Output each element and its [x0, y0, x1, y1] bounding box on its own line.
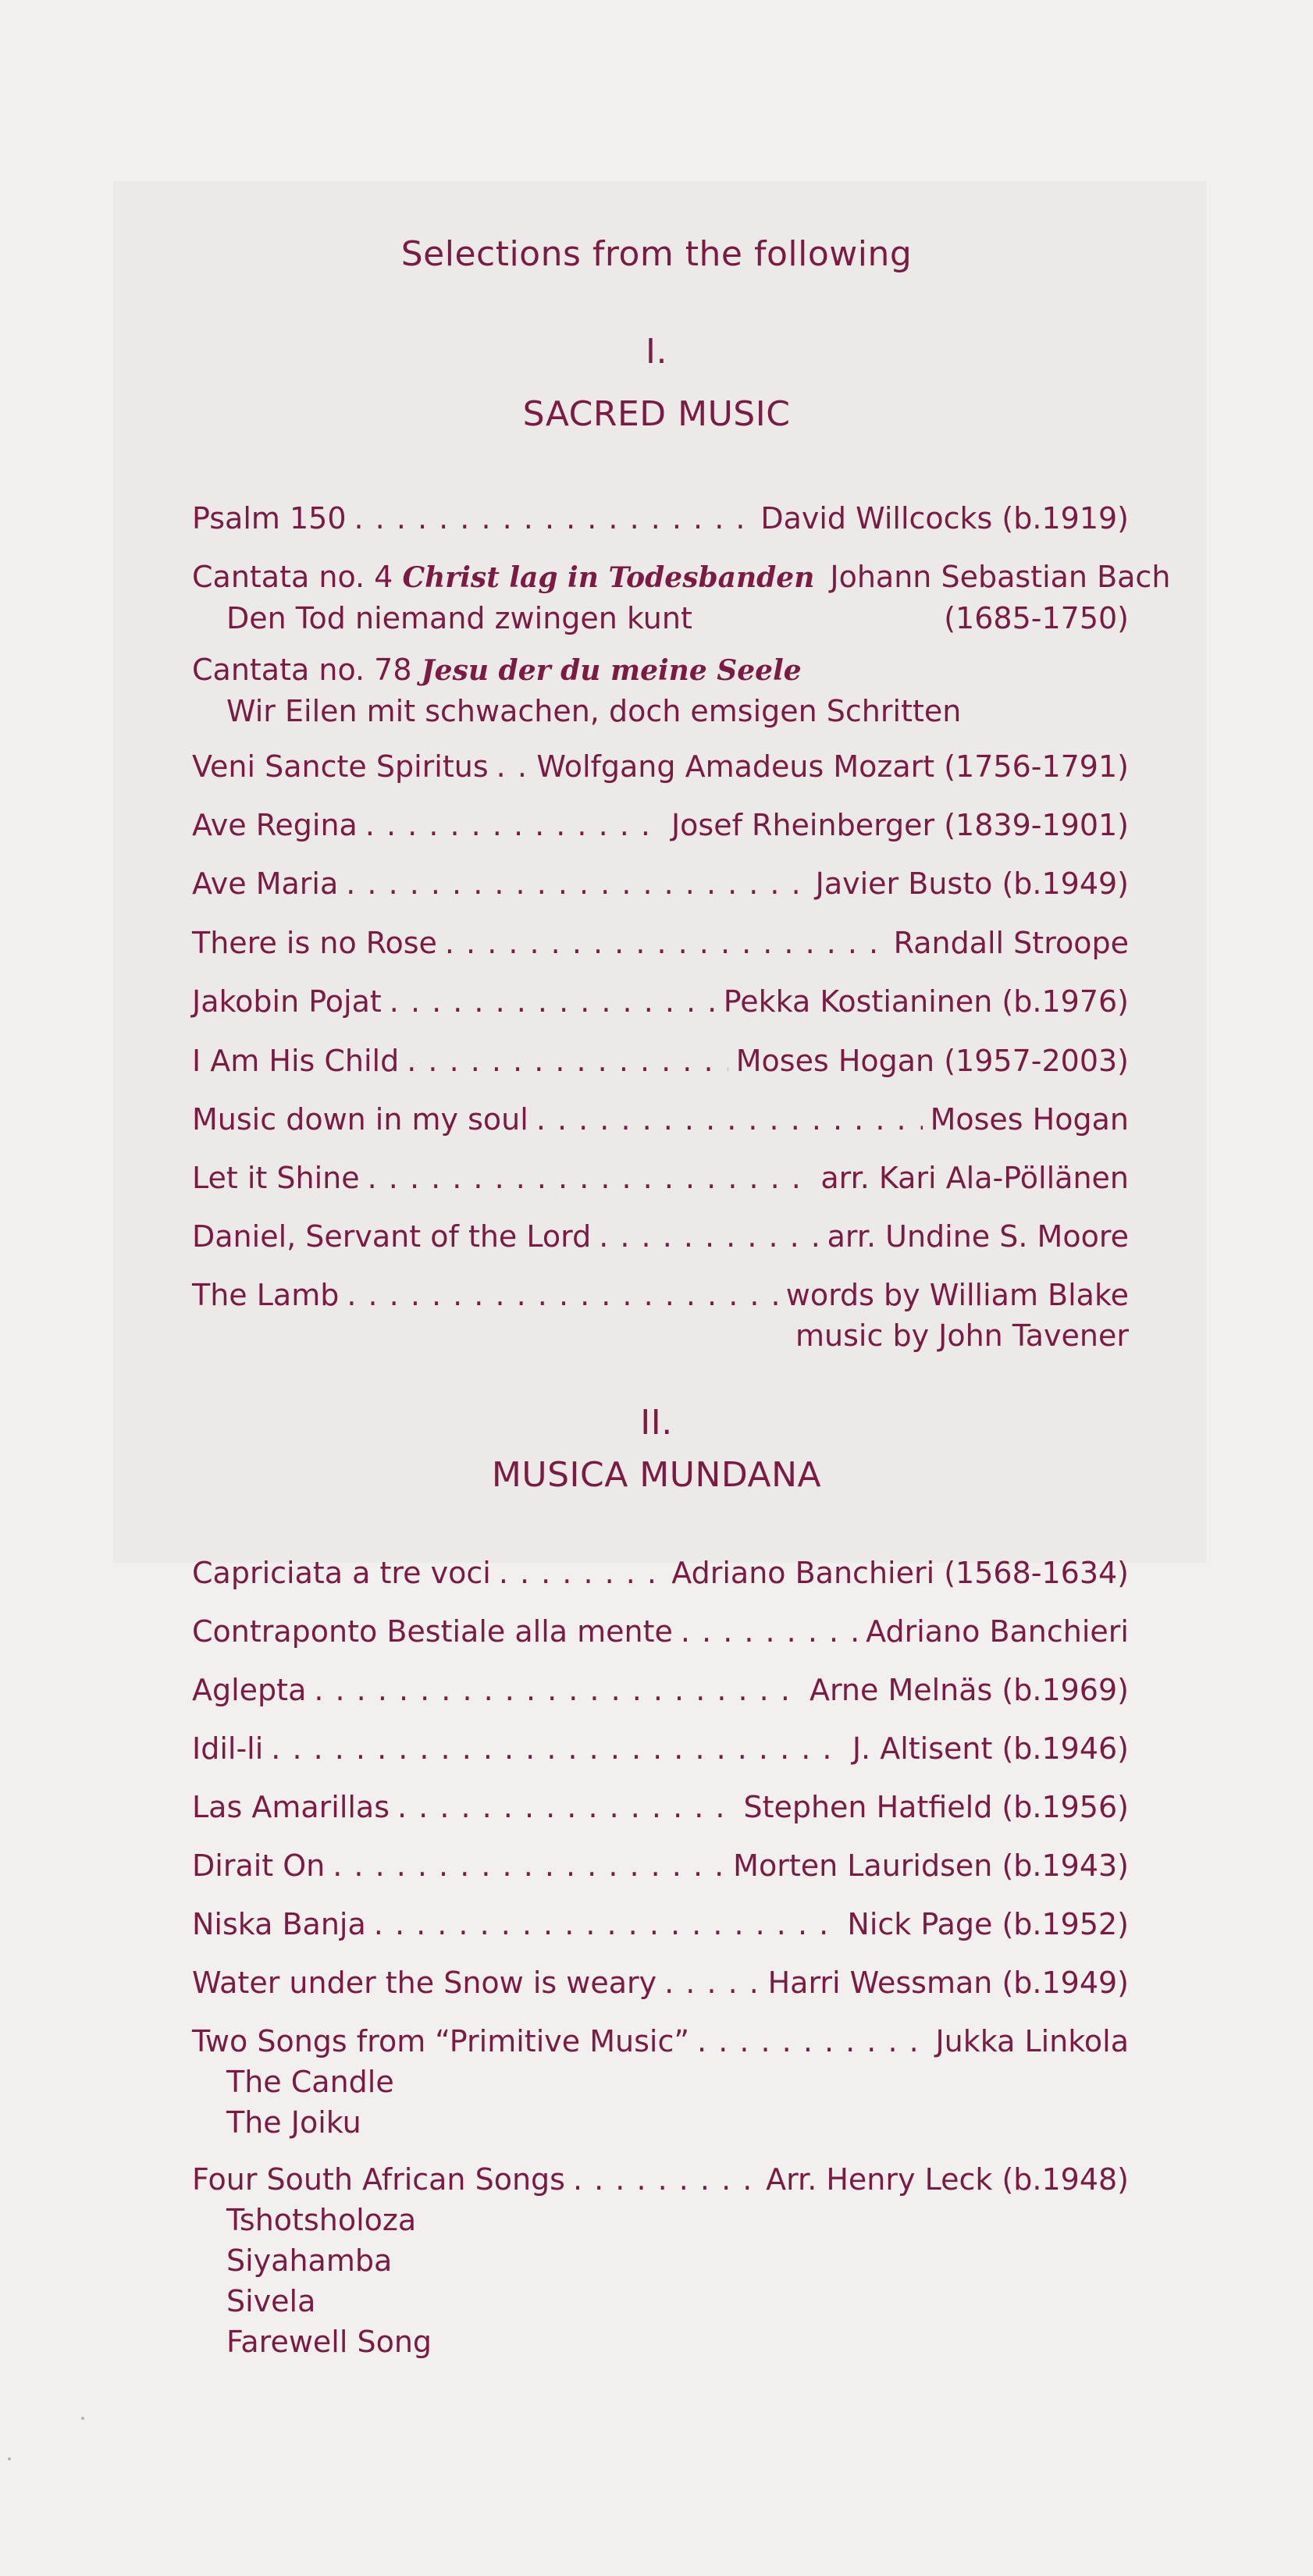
item-composer: Adriano Banchieri	[866, 1614, 1129, 1649]
program-item-cantata-78	[192, 649, 1129, 731]
item-composer: Pekka Kostianinen (b.1976)	[723, 984, 1129, 1019]
dot-leader	[681, 1611, 858, 1652]
section-1-title: SACRED MUSIC	[522, 394, 791, 434]
song-subitem: Sivela	[226, 2284, 316, 2318]
item-title: The Lamb	[192, 1278, 340, 1312]
item-title: Let it Shine	[192, 1161, 360, 1195]
program-item-dirait	[192, 1845, 1129, 1886]
item-composer: Nick Page (b.1952)	[847, 1907, 1129, 1941]
dot-leader	[407, 1041, 728, 1081]
composer-dates: (1685-1750)	[944, 601, 1129, 635]
item-composer: Jukka Linkola	[935, 2024, 1129, 2058]
item-composer-line-2: music by John Tavener	[795, 1318, 1129, 1353]
dot-leader	[599, 1216, 819, 1257]
item-composer: Arr. Henry Leck (b.1948)	[766, 2162, 1129, 2197]
dot-leader	[499, 1553, 664, 1593]
item-composer: words by William Blake	[785, 1278, 1129, 1312]
item-composer: Harri Wessman (b.1949)	[767, 1966, 1129, 2000]
item-movement: Wir Eilen mit schwachen, doch emsigen Schritten	[226, 694, 962, 728]
item-title: Water under the Snow is weary	[192, 1966, 657, 2000]
program-item-shine	[192, 1158, 1129, 1198]
program-item-niska	[192, 1904, 1129, 1944]
song-subitem: The Joiku	[226, 2105, 361, 2140]
item-composer: Arne Melnäs (b.1969)	[809, 1673, 1129, 1707]
item-title: Psalm 150	[192, 501, 347, 535]
program-item-idil	[192, 1728, 1129, 1769]
song-subitem: The Candle	[226, 2065, 394, 2099]
section-2-numeral: II.	[640, 1403, 673, 1443]
item-title: There is no Rose	[192, 926, 437, 960]
item-title: Ave Regina	[192, 808, 358, 842]
item-title: Capriciata a tre voci	[192, 1556, 491, 1590]
dot-leader	[445, 923, 886, 963]
program-item-primitive	[192, 2021, 1129, 2143]
item-composer: Moses Hogan (1957-2003)	[735, 1044, 1129, 1078]
item-composer: David Willcocks (b.1919)	[760, 501, 1129, 535]
program-item-lamb	[192, 1275, 1129, 1356]
item-composer: Josef Rheinberger (1839-1901)	[671, 808, 1129, 842]
dot-leader	[536, 1099, 923, 1140]
item-title: Contraponto Bestiale alla mente	[192, 1614, 673, 1649]
item-composer: arr. Kari Ala-Pöllänen	[820, 1161, 1129, 1195]
program-item-contrapunto	[192, 1611, 1129, 1652]
program-item-child	[192, 1041, 1129, 1081]
dot-leader	[573, 2159, 758, 2200]
item-title: Music down in my soul	[192, 1102, 528, 1137]
program-item-african	[192, 2159, 1129, 2362]
item-title: Dirait On	[192, 1848, 326, 1883]
song-subitem: Farewell Song	[226, 2325, 432, 2359]
item-composer: J. Altisent (b.1946)	[852, 1731, 1129, 1766]
dot-leader	[346, 863, 807, 904]
program-item-capriciata	[192, 1553, 1129, 1593]
item-title: Four South African Songs	[192, 2162, 565, 2197]
item-title: Ave Maria	[192, 866, 339, 901]
dot-leader	[496, 746, 529, 787]
song-subitem: Siyahamba	[226, 2243, 393, 2278]
dot-leader	[333, 1845, 725, 1886]
item-title-prefix: Cantata no. 78	[192, 653, 412, 687]
item-title	[192, 557, 814, 598]
program-item-water	[192, 1962, 1129, 2003]
item-title: Idil-li	[192, 1731, 264, 1766]
item-composer: Javier Busto (b.1949)	[815, 866, 1129, 901]
song-subitem: Tshotsholoza	[226, 2203, 417, 2237]
program-item-veni	[192, 746, 1129, 787]
program-item-jakobin	[192, 981, 1129, 1022]
dot-leader	[368, 1158, 813, 1198]
item-composer: Wolfgang Amadeus Mozart (1756-1791)	[536, 749, 1129, 784]
program-item-cantata-4	[192, 557, 1171, 639]
program-item-amarillas	[192, 1787, 1129, 1827]
dot-leader	[314, 1670, 802, 1710]
dot-leader	[397, 1787, 735, 1827]
section-1-numeral: I.	[646, 332, 667, 372]
item-composer: Stephen Hatfield (b.1956)	[743, 1790, 1129, 1824]
dot-leader	[374, 1904, 840, 1944]
program-item-aglepta	[192, 1670, 1129, 1710]
item-composer: Adriano Banchieri (1568-1634)	[671, 1556, 1129, 1590]
item-composer: Moses Hogan	[930, 1102, 1129, 1137]
item-composer: Johann Sebastian Bach	[830, 560, 1171, 594]
program-item-psalm	[192, 498, 1129, 539]
item-title: Two Songs from “Primitive Music”	[192, 2024, 690, 2058]
paper-speck	[81, 2417, 84, 2420]
program-item-daniel	[192, 1216, 1129, 1257]
program-item-maria	[192, 863, 1129, 904]
dot-leader	[365, 805, 664, 845]
item-title: Niska Banja	[192, 1907, 366, 1941]
item-movement: Den Tod niemand zwingen kunt	[226, 601, 692, 635]
item-title-italic: Christ lag in Todesbanden	[402, 561, 815, 594]
item-composer: Morten Lauridsen (b.1943)	[733, 1848, 1129, 1883]
program-item-rose	[192, 923, 1129, 963]
dot-leader	[664, 1962, 760, 2003]
item-title: Veni Sancte Spiritus	[192, 749, 489, 784]
item-title-italic: Jesu der du meine Seele	[421, 654, 802, 687]
program-item-soul	[192, 1099, 1129, 1140]
item-title-prefix: Cantata no. 4	[192, 560, 393, 594]
item-title: Aglepta	[192, 1673, 307, 1707]
dot-leader	[354, 498, 753, 539]
item-title: I Am His Child	[192, 1044, 400, 1078]
item-composer: arr. Undine S. Moore	[827, 1219, 1129, 1254]
paper-speck	[8, 2457, 11, 2460]
program-item-regina	[192, 805, 1129, 845]
item-title: Daniel, Servant of the Lord	[192, 1219, 592, 1254]
item-title	[192, 649, 802, 691]
dot-leader	[390, 981, 716, 1022]
section-2-title: MUSICA MUNDANA	[491, 1455, 822, 1495]
dot-leader	[347, 1275, 777, 1315]
item-title: Jakobin Pojat	[192, 984, 382, 1019]
dot-leader	[271, 1728, 845, 1769]
item-composer: Randall Stroope	[893, 926, 1129, 960]
item-title: Las Amarillas	[192, 1790, 390, 1824]
dot-leader	[697, 2021, 927, 2062]
page-heading: Selections from the following	[400, 234, 913, 274]
